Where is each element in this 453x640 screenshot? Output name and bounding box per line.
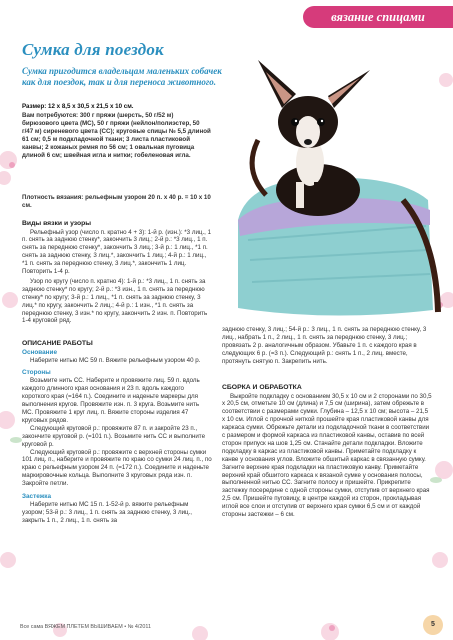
assembly-heading: СБОРКА И ОБРАБОТКА (222, 384, 302, 391)
materials-paragraph: Вам потребуются: 300 г пряжи (шерсть, 50 г/52 м) бирюзового цвета (МС), 50 г пряжи (нейлон/полиэстер, 50 г/47 м) сиреневого цвета (СС); круговые спицы № 5,5 длиной 61 см; 0,5 м подкладочной ткани; 3 листа пластиковой канвы; 2 кожаных ремня по 56 см; 1 овальная пуговица длиной 6 см; швейная игла и нитки; гобеленовая игла. (22, 112, 211, 159)
sides-paragraph-3: Следующий круговой р.: провяжите с верхней стороны сумки 101 лиц. п., наберите и провяжите по краю со сумки 24 лиц. п., по краю с рельефным узором 24 п. (=172 п.). Соедините и наденьте маркировочные кольца. Выполните 3 круговых ряда изн. п. Закройте петли. (22, 448, 212, 488)
size-line: Размер: 12 x 8,5 x 30,5 x 21,5 x 10 см. (22, 103, 134, 110)
sides-heading: Стороны (22, 369, 51, 377)
work-heading: ОПИСАНИЕ РАБОТЫ (22, 340, 93, 347)
assembly-paragraph: Выкройте подкладку с основанием 30,5 х 10 см и 2 сторонами по 30,5 х 20,5 см, отметьте 10 см (длина) и 7,5 см (ширина), затем обрежьте в соответствии с размерами сумки. Глубина – 12,5 х 10 см; высота – 21,5 х 10 см. Иглой с прочной ниткой прошейте края пластиковой канвы для каркаса сумки. Обрежьте детали из подкладочной ткани в соответствии с размером и формой каркаса из пластиковой канвы, оставив по всей сторон припуск на шов 1,25 см. Стачайте детали подкладки. Вложите подкладку в каркас из пластиковой канвы. Приметайте подкладку к канве у основания углов. Вложите обшитый каркас в связанную сумку. Загните верхние края подкладки на пластиковую канву. Приметайте верхний край обшитого каркаса к вязаной сумке у основания полосы, выполненной нитью СС. Загните полосу и пришейте. Прикрепите застежку посередине с одной стороны сумки, отступив от верхнего края 2,5 см. Пришейте пуговицу, в центре каждой из сторон, прокладывая иглой все слои и отступив от верхнего края сумки 6,5 см и от каждой стороны застежки – 6 см. (222, 392, 432, 519)
clasp-heading: Застежка (22, 493, 51, 501)
pattern1-paragraph: Рельефный узор (число п. кратно 4 + 3): 1-й р. (изн.): *3 лиц., 1 п. снять за заднюю стенку*, закончить 3 лиц.; 2-й р.: *3 лиц., 1 п. снять за переднюю стенку*, закончить 3 лиц.; 3-й р.: 1 лиц., *1 п. снять за заднюю стенку, 3 лиц.*, закончить 1 лиц.; 4-й р.: 1 лиц., *1 п. снять за переднюю стенку, 3 лиц.*, закончить 1 лиц. Повторить 1-4 р. (22, 228, 212, 276)
clasp-continued: заднюю стенку, 3 лиц.; 54-й р.: 3 лиц., 1 п. снять за переднюю стенку, 3 лиц., набрать 1 п., 2 лиц., 1 п. снять за переднюю стенку, 3 лиц.; провязать 2 р. аналогичным образом. Убавьте 1 п. с каждого края в следующих 6 р. (=3 п.). Следующий р.: снять 1 п., 2 лиц. вместе, протянуть снятую п. Закрепить нить. (222, 326, 427, 365)
sides-paragraph: Возьмите нить СС. Наберите и провяжите лиц. 59 п. вдоль каждого длинного края основания и 23 п. вдоль каждого короткого края (=164 п.). Соедините и наденьте маркеры для выполнения кругов. Провяжите изн. п. 3 круга. Возьмите нить МС. Провяжите 1 круг лиц. п. Вяжите стороны изделия 47 круговых рядов. (22, 377, 200, 424)
materials-text (22, 112, 212, 159)
footer-source: Все сама ВЯЖЕМ ПЛЕТЕМ ВЫШИВАЕМ • № 4/2011 (20, 624, 151, 630)
size-text (22, 103, 212, 111)
base-heading: Основание (22, 348, 58, 356)
assembly-block (222, 384, 432, 519)
pattern2-paragraph: Узор по кругу (число п. кратно 4): 1-й р.: *3 лиц., 1 п. снять за заднюю стенку* по кругу; 2-й р.: *3 изн., 1 п. снять за переднюю стенку* по кругу; 3-й р.: 1 лиц., *1 п. снять за заднюю стенку, 3 лиц.* по кругу, закончить 2 лиц.; 4-й р.: 1 изн., *1 п. снять за переднюю стенку, 3 изн.* по кругу, закончить 2 изн. п. Повторить 1-4 круговой ряд. (22, 277, 208, 325)
sides-paragraph-2: Следующий круговой р.: провяжите 87 п. и закройте 23 п., закончите круговой р. (=101 п.). Возьмите нить СС и выполните круговой р. (22, 424, 206, 448)
column2-top (222, 326, 432, 366)
patterns-heading: Виды вязки и узоры (22, 220, 92, 227)
base-paragraph: Наберите нитью МС 59 п. Вяжите рельефным узором 40 р. (30, 356, 201, 364)
patterns-block (22, 220, 212, 325)
gauge-text (22, 194, 212, 210)
article-title: Сумка для поездок (22, 40, 164, 59)
article-intro: Сумка пригодится владельцам маленьких собачек как для поездок, так и для переноса животного. (22, 66, 222, 87)
work-block (22, 340, 212, 525)
clasp-paragraph: Наберите нитью МС 15 п. 1-52-й р. вяжите рельефным узором; 53-й р.: 3 лиц., 1 п. снять за заднюю стенку, 3 лиц., закрыть 1 п., 2 лиц., 1 п. снять за (22, 501, 193, 524)
section-ribbon: вязание спицами (303, 6, 453, 28)
page-number: 5 (423, 615, 443, 635)
dog-bag-photo (198, 50, 450, 320)
gauge-paragraph: Плотность вязания: рельефным узором 20 п. х 40 р. = 10 х 10 см. (22, 194, 211, 209)
